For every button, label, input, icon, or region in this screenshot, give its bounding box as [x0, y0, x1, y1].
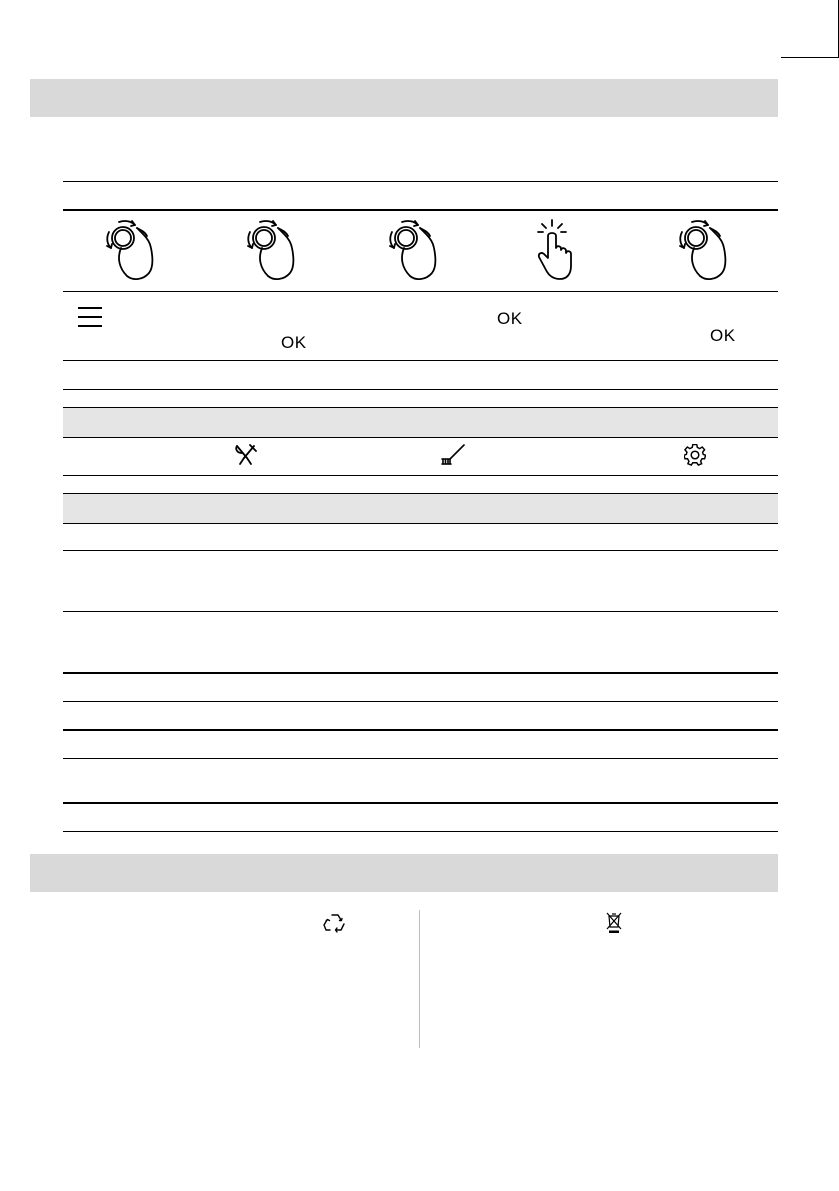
table-rule	[63, 475, 778, 476]
hand-press-finger-icon	[530, 218, 574, 282]
hand-turn-knob-icon	[99, 218, 157, 282]
section-header-bar	[30, 854, 778, 892]
column-divider	[419, 910, 420, 1048]
table-rule	[63, 407, 778, 408]
recycling-icon	[323, 913, 347, 933]
table-rule	[63, 729, 778, 731]
cleaning-brush-icon	[438, 444, 468, 466]
section-header-bar	[30, 79, 778, 117]
table-rule	[63, 831, 778, 832]
crop-mark-icon	[781, 0, 839, 58]
table-rule	[63, 701, 778, 702]
settings-gear-icon	[684, 444, 706, 466]
grey-table-row	[63, 494, 778, 523]
ok-label: OK	[710, 326, 736, 345]
table-rule	[63, 291, 778, 292]
hand-turn-knob-icon	[382, 218, 440, 282]
table-rule	[63, 209, 778, 211]
cooking-utensils-icon	[234, 444, 258, 466]
table-rule	[63, 802, 778, 804]
grey-table-row	[63, 408, 778, 437]
table-rule	[63, 523, 778, 524]
table-rule	[63, 360, 778, 361]
table-rule	[63, 181, 778, 182]
ok-label: OK	[281, 333, 307, 352]
ok-label: OK	[497, 309, 523, 328]
table-rule	[63, 672, 778, 674]
hand-turn-knob-icon	[240, 218, 298, 282]
table-rule	[63, 550, 778, 551]
table-rule	[63, 389, 778, 390]
table-rule	[63, 611, 778, 612]
table-rule	[63, 493, 778, 494]
table-rule	[63, 437, 778, 438]
menu-lines-icon	[77, 306, 103, 328]
hand-turn-knob-icon	[672, 218, 730, 282]
crossed-out-bin-icon	[606, 912, 622, 934]
table-rule	[63, 758, 778, 759]
